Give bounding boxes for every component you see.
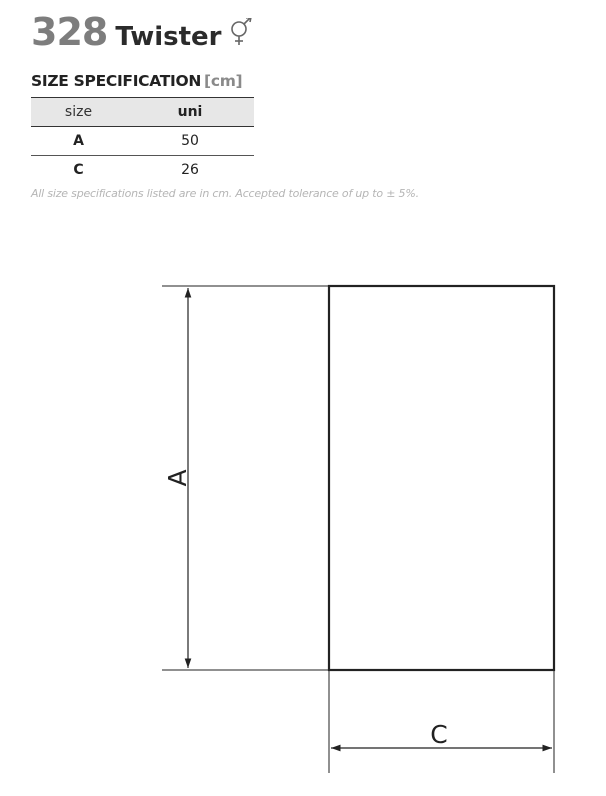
product-name: Twister	[115, 22, 222, 52]
row-label: C	[73, 162, 84, 178]
dimension-label-c: C	[430, 720, 448, 749]
spec-heading-text: SIZE SPECIFICATION	[31, 72, 202, 90]
spec-unit: [cm]	[204, 72, 243, 90]
product-outline	[329, 286, 554, 670]
dimension-label-a: A	[163, 469, 192, 487]
column-header-size: size	[31, 98, 126, 127]
row-value: 50	[126, 127, 254, 156]
row-value: 26	[181, 162, 199, 178]
tolerance-note: All size specifications listed are in cm. Accepted tolerance of up to ± 5%.	[31, 187, 419, 200]
product-number: 328	[31, 10, 108, 54]
row-label: A	[31, 127, 126, 156]
column-header-uni: uni	[126, 98, 254, 127]
